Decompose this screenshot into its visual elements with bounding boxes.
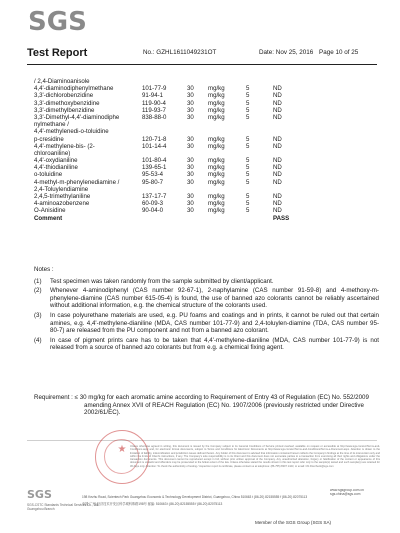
unit: mg/kg <box>208 99 225 107</box>
result-value: ND <box>273 200 282 208</box>
company-name: SGS-CSTC Standards Technical Services Co., Ltd. <box>27 503 100 507</box>
sgs-logo <box>28 7 87 37</box>
table-row <box>34 128 354 135</box>
mdl-value: 5 <box>246 92 250 100</box>
mdl-value: 5 <box>246 164 250 172</box>
substance-name: 4,4'-diaminodiphenylmethane <box>34 85 114 93</box>
substance-name: 4,4'-thiodianiline <box>34 164 78 172</box>
limit-value: 30 <box>187 85 194 93</box>
cas-number: 60-09-3 <box>142 200 164 208</box>
substance-name: O-Anisidine <box>34 207 66 215</box>
table-row <box>34 193 354 200</box>
mdl-value: 5 <box>246 200 250 208</box>
results-table <box>34 78 354 222</box>
table-row <box>34 157 354 164</box>
note-item <box>34 312 379 335</box>
substance-name: 3,3'-dimethoxybenzidine <box>34 99 100 107</box>
mdl-value: 5 <box>246 142 250 150</box>
table-row <box>34 92 354 99</box>
substance-name: 3,3'-dichlorobenzidine <box>34 92 94 100</box>
table-row <box>34 179 354 186</box>
result-value: ND <box>273 135 282 143</box>
notes-title: Notes : <box>34 266 54 273</box>
mdl-value: 5 <box>246 85 250 93</box>
limit-value: 30 <box>187 92 194 100</box>
address-chinese: 中国·广州·经济技术开发区科学城科珠路198号 邮编: 510663 t (86-20) 82155555 f (86-20) 82075113 <box>82 502 223 506</box>
table-row <box>34 100 354 107</box>
table-row <box>34 171 354 178</box>
limit-value: 30 <box>187 171 194 179</box>
requirement-text: Requirement : ≤ 30 mg/kg for each aromatic amine according to Requirement of Entry 43 of Regulation (EC) No. 552/2009 amending Annex XVII of REACH Regulation (EC) No. 1907/2006 (previously restricted under Directive 2002/61/EC). <box>34 394 369 417</box>
footer-divider <box>27 440 377 441</box>
mdl-value: 5 <box>246 193 250 201</box>
page-number: Page 10 of 25 <box>319 49 359 56</box>
note-item <box>34 337 379 352</box>
note-text: In case of pigment prints care has to be taken that 4,4'-methylene-dianiline (MDA, CAS number 101-77-9) is not released from a source of banned azo colorants but from e.g. a chemical fixing agent. <box>50 336 379 352</box>
cas-number: 101-80-4 <box>142 157 167 165</box>
mdl-value: 5 <box>246 178 250 186</box>
limit-value: 30 <box>187 200 194 208</box>
note-number: (2) <box>34 287 42 295</box>
report-date: Date: Nov 25, 2016 <box>259 49 314 56</box>
limit-value: 30 <box>187 178 194 186</box>
unit: mg/kg <box>208 157 225 165</box>
result-value: ND <box>273 164 282 172</box>
table-row <box>34 207 354 214</box>
unit: mg/kg <box>208 178 225 186</box>
substance-name: 4-methyl-m-phenylenediamine / <box>34 178 120 186</box>
table-row <box>34 164 354 171</box>
company-branch: Guangzhou Branch <box>27 507 55 511</box>
header-divider <box>27 64 377 65</box>
cas-number: 120-71-8 <box>142 135 167 143</box>
footer-logo-text: SGS <box>27 488 52 501</box>
unit: mg/kg <box>208 200 225 208</box>
footer-sgs-logo <box>27 488 53 502</box>
substance-name: 4,4'-oxydianiline <box>34 157 78 165</box>
report-number: No.: GZHL1611049231OT <box>143 49 217 56</box>
limit-value: 30 <box>187 99 194 107</box>
note-item <box>34 278 379 286</box>
email-link[interactable]: sgs.china@sgs.com <box>330 492 361 496</box>
table-row <box>34 186 354 193</box>
note-text: Whenever 4-aminodiphenyl (CAS number 92-67-1), 2-naphylamine (CAS number 91-59-8) and 4-methoxy-m-phenylene-diamine (CAS number 615-05-4) is found, the use of banned azo colorants cannot be reliably ascertained without additional information, e.g. the chemical structure of the colorants used. <box>50 287 379 310</box>
unit: mg/kg <box>208 171 225 179</box>
substance-name: 4,4'-methylenedi-o-toluidine <box>34 128 109 136</box>
cas-number: 95-53-4 <box>142 171 164 179</box>
sgs-logo-text: SGS <box>28 7 87 37</box>
cas-number: 101-77-9 <box>142 85 167 93</box>
note-number: (4) <box>34 336 42 344</box>
footer-contacts <box>330 488 364 496</box>
substance-name: 4,4'-methylene-bis- (2-chloroaniline) <box>34 142 95 157</box>
substance-name: 2,4,5-trimethylaniline <box>34 193 91 201</box>
unit: mg/kg <box>208 193 225 201</box>
table-row <box>34 107 354 114</box>
result-value: ND <box>273 171 282 179</box>
limit-value: 30 <box>187 193 194 201</box>
note-number: (1) <box>34 277 42 285</box>
mdl-value: 5 <box>246 106 250 114</box>
result-value: ND <box>273 113 282 121</box>
note-text: Test specimen was taken randomly from the sample submitted by client/applicant. <box>50 277 274 285</box>
result-value: ND <box>273 207 282 215</box>
unit: mg/kg <box>208 106 225 114</box>
limit-value: 30 <box>187 135 194 143</box>
unit: mg/kg <box>208 207 225 215</box>
limit-value: 30 <box>187 207 194 215</box>
seal-star-icon: ★ <box>117 444 127 455</box>
substance-name: 4-aminoazobenzene <box>34 200 90 208</box>
mdl-value: 5 <box>246 171 250 179</box>
report-header <box>27 47 377 63</box>
mdl-value: 5 <box>246 113 250 121</box>
mdl-value: 5 <box>246 99 250 107</box>
note-text: In case polyurethane materials are used, e.g. PU foams and coatings and in prints, it cannot be ruled out that certain amines, e.g. 4,4'-methylene-dianiline (MDA, CAS number 101-77-9) and 2,4-toluylen-diamine (TDA, CAS number 95-80-7) are released from the PU component and not from a banned azo colorant. <box>50 311 379 335</box>
unit: mg/kg <box>208 135 225 143</box>
limit-value: 30 <box>187 113 194 121</box>
page-title: Test Report <box>27 47 88 59</box>
comment-value: PASS <box>273 214 290 222</box>
table-row <box>34 136 354 143</box>
table-row <box>34 200 354 207</box>
table-row <box>34 143 354 157</box>
result-value: ND <box>273 178 282 186</box>
unit: mg/kg <box>208 92 225 100</box>
table-row <box>34 78 354 85</box>
mdl-value: 5 <box>246 207 250 215</box>
address-english: 198 Kezhu Road, Scientech Park Guangzhou Economic & Technology Development District, Guangzhou, China 510663 t (86-20) 82155555 f (86-20) 82075113 <box>82 495 308 499</box>
cas-number: 137-17-7 <box>142 193 167 201</box>
cas-number: 119-90-4 <box>142 99 166 107</box>
notes-list <box>34 278 379 352</box>
result-value: ND <box>273 99 282 107</box>
substance-name: o-toluidine <box>34 171 63 179</box>
limit-value: 30 <box>187 157 194 165</box>
legal-fine-print: Unless otherwise agreed in writing, this document is issued by the Company subject to its General Conditions of Service printed overleaf, available on request or accessible at http://www.sgs.com/en/Terms-and-Conditions.aspx and, for electronic format documents, subject to Terms and Conditions for Electronic Documents at http://www.sgs.com/en/Terms-and-Conditions/Terms-e-Document.aspx. Attention is drawn to the limitation of liability, indemnification and jurisdiction issues defined therein. Any holder of this document is advised that information contained hereon reflects the Company's findings at the time of its intervention only and within the limits of Client's instructions, if any. The Company's sole responsibility is to its Client and this document does not exonerate parties to a transaction from exercising all their rights and obligations under the transaction documents. This document cannot be reproduced except in full, without prior written approval of the Company. Any unauthorized alteration, forgery or falsification of the content or appearance of this document is unlawful and offenders may be prosecuted to the fullest extent of the law. Unless otherwise stated the results shown in this test report refer only to the sample(s) tested and such sample(s) are retained for 30 days only. Attention: To check the authenticity of testing / inspection report & certificate, please contact us at telephone: (86-755) 8307 1443, or email: CN.Doccheck@sgs.com <box>130 445 380 468</box>
table-row <box>34 85 354 92</box>
unit: mg/kg <box>208 85 225 93</box>
result-value: ND <box>273 85 282 93</box>
cas-number: 119-93-7 <box>142 106 166 114</box>
notes-section <box>34 266 379 354</box>
note-number: (3) <box>34 311 42 319</box>
unit: mg/kg <box>208 113 225 121</box>
mdl-value: 5 <box>246 157 250 165</box>
member-note: Member of the SGS Group (SGS SA) <box>255 520 332 525</box>
limit-value: 30 <box>187 106 194 114</box>
cas-number: 91-94-1 <box>142 92 164 100</box>
cas-number: 101-14-4 <box>142 142 167 150</box>
substance-name: 2,4-Toluylendiamine <box>34 185 89 193</box>
cas-number: 90-04-0 <box>142 207 164 215</box>
substance-name: / 2,4-Diaminoanisole <box>34 78 90 85</box>
unit: mg/kg <box>208 164 225 172</box>
comment-label: Comment <box>34 214 63 222</box>
result-value: ND <box>273 142 282 150</box>
unit: mg/kg <box>208 142 225 150</box>
limit-value: 30 <box>187 142 194 150</box>
result-value: ND <box>273 106 282 114</box>
cas-number: 838-88-0 <box>142 113 167 121</box>
substance-name: 3,3'-dimethylbenzidine <box>34 106 95 114</box>
cas-number: 139-65-1 <box>142 164 167 172</box>
substance-name: p-cresidine <box>34 135 64 143</box>
result-value: ND <box>273 92 282 100</box>
note-item <box>34 287 379 310</box>
substance-name: 3,3'-Dimethyl-4,4'-diaminodiphe nylmethane / <box>34 113 120 129</box>
comment-row <box>34 215 354 222</box>
table-row <box>34 114 354 128</box>
cas-number: 95-80-7 <box>142 178 164 186</box>
limit-value: 30 <box>187 164 194 172</box>
result-value: ND <box>273 157 282 165</box>
mdl-value: 5 <box>246 135 250 143</box>
result-value: ND <box>273 193 282 201</box>
website-link[interactable]: www.sgsgroup.com.cn <box>330 488 364 492</box>
